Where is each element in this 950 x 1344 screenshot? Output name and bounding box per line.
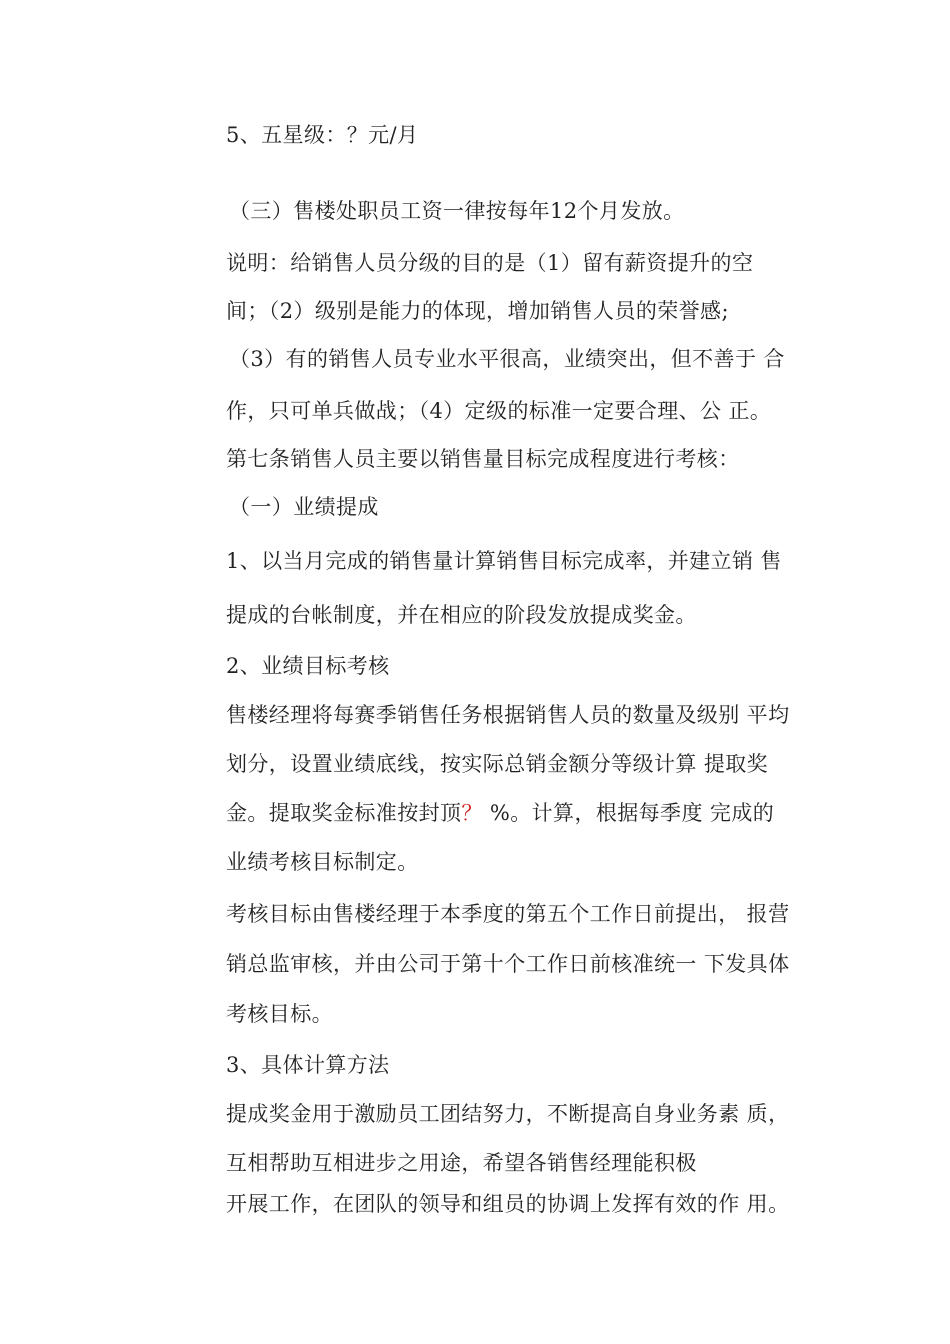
text-line-7: 第七条销售人员主要以销售量目标完成程度进行考核： — [226, 447, 740, 471]
text-line-19: 3、具体计算方法 — [226, 1053, 390, 1077]
text-line-3: 说明：给销售人员分级的目的是（1）留有薪资提升的空 — [226, 251, 754, 275]
text-segment: 金。提取奖金标准按封顶 — [226, 801, 462, 825]
text-line-8: （一）业绩提成 — [229, 495, 379, 519]
text-line-15: 业绩考核目标制定。 — [226, 850, 419, 874]
text-line-20: 提成奖金用于激励员工团结努力，不断提高自身业务素 质， — [226, 1102, 790, 1126]
text-line-22: 开展工作，在团队的领导和组员的协调上发挥有效的作 用。 — [226, 1192, 790, 1216]
text-line-13: 划分，设置业绩底线，按实际总销金额分等级计算 提取奖 — [226, 752, 769, 776]
text-line-6: 作，只可单兵做战；（4）定级的标准一定要合理、公 正。 — [226, 399, 772, 423]
text-line-5: （3）有的销售人员专业水平很高，业绩突出，但不善于 合 — [229, 347, 785, 371]
text-line-9: 1、以当月完成的销售量计算销售目标完成率，并建立销 售 — [226, 549, 782, 573]
text-line-21: 互相帮助互相进步之用途，希望各销售经理能积极 — [226, 1151, 697, 1175]
text-line-10: 提成的台帐制度，并在相应的阶段发放提成奖金。 — [226, 603, 697, 627]
text-line-14 — [226, 800, 774, 826]
text-line-11: 2、业绩目标考核 — [226, 654, 390, 678]
text-segment: %。计算，根据每季度 完成的 — [482, 801, 775, 825]
text-line-16: 考核目标由售楼经理于本季度的第五个工作日前提出， 报营 — [226, 902, 790, 926]
highlight-question-mark: ？ — [461, 801, 483, 825]
text-line-17: 销总监审核，并由公司于第十个工作日前核准统一 下发具体 — [226, 952, 790, 976]
text-line-1: 5、五星级：？元/月 — [226, 123, 419, 147]
text-line-2: （三）售楼处职员工资一律按每年12个月发放。 — [229, 199, 685, 223]
text-line-4: 间；（2）级别是能力的体现，增加销售人员的荣誉感; — [226, 299, 729, 323]
text-line-12: 售楼经理将每赛季销售任务根据销售人员的数量及级别 平均 — [226, 703, 790, 727]
text-line-18: 考核目标。 — [226, 1002, 333, 1026]
